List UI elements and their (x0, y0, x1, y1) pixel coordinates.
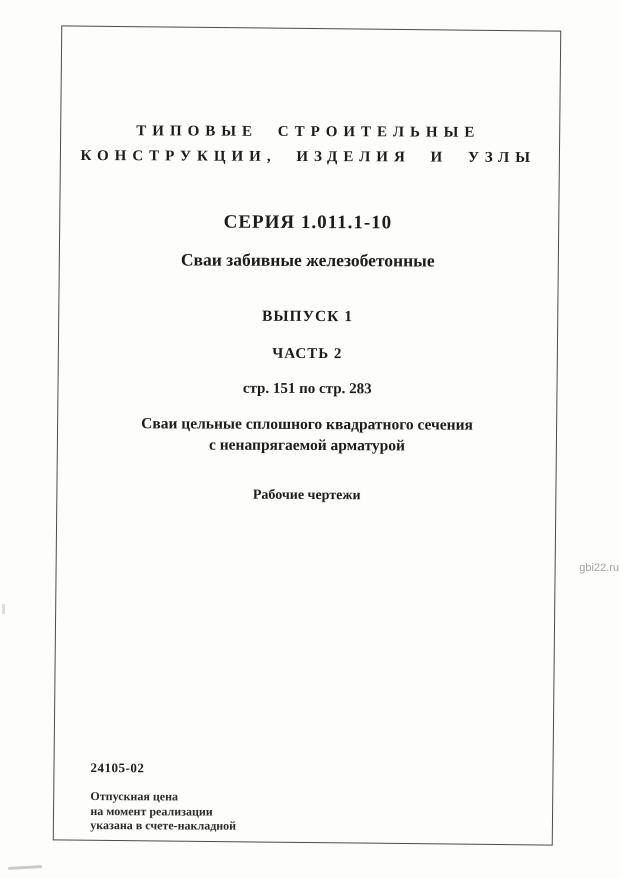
part-number: ЧАСТЬ 2 (272, 345, 343, 363)
scan-artifact-edge (2, 604, 5, 614)
price-note-line1: Отпускная цена (90, 789, 179, 804)
pile-description (57, 413, 557, 457)
series-title-line1: ТИПОВЫЕ СТРОИТЕЛЬНЫЕ (136, 123, 481, 141)
pile-description-line1: Сваи цельные сплошного квадратного сечения (141, 415, 473, 434)
issue-number: ВЫПУСК 1 (261, 307, 354, 326)
scan-artifact (8, 865, 42, 870)
price-note-line3: указана в счете-накладной (90, 818, 237, 833)
document-series-title (58, 119, 558, 171)
watermark-text: gbi22.ru (579, 562, 619, 574)
pile-description-line2: с ненапрягаемой арматурой (208, 436, 405, 455)
footer-document-code: 24105-02 (90, 760, 145, 776)
price-note (90, 789, 236, 833)
series-title-line2: КОНСТРУКЦИИ, ИЗДЕЛИЯ И УЗЛЫ (80, 148, 536, 166)
document-subtitle: Сваи забивные железобетонные (180, 249, 435, 271)
document-type-label: Рабочие чертежи (252, 487, 361, 504)
series-number: СЕРИЯ 1.011.1-10 (223, 211, 393, 234)
price-note-line2: на момент реализации (90, 803, 213, 819)
page-content (55, 0, 559, 878)
page-range: стр. 151 по стр. 283 (242, 380, 372, 398)
